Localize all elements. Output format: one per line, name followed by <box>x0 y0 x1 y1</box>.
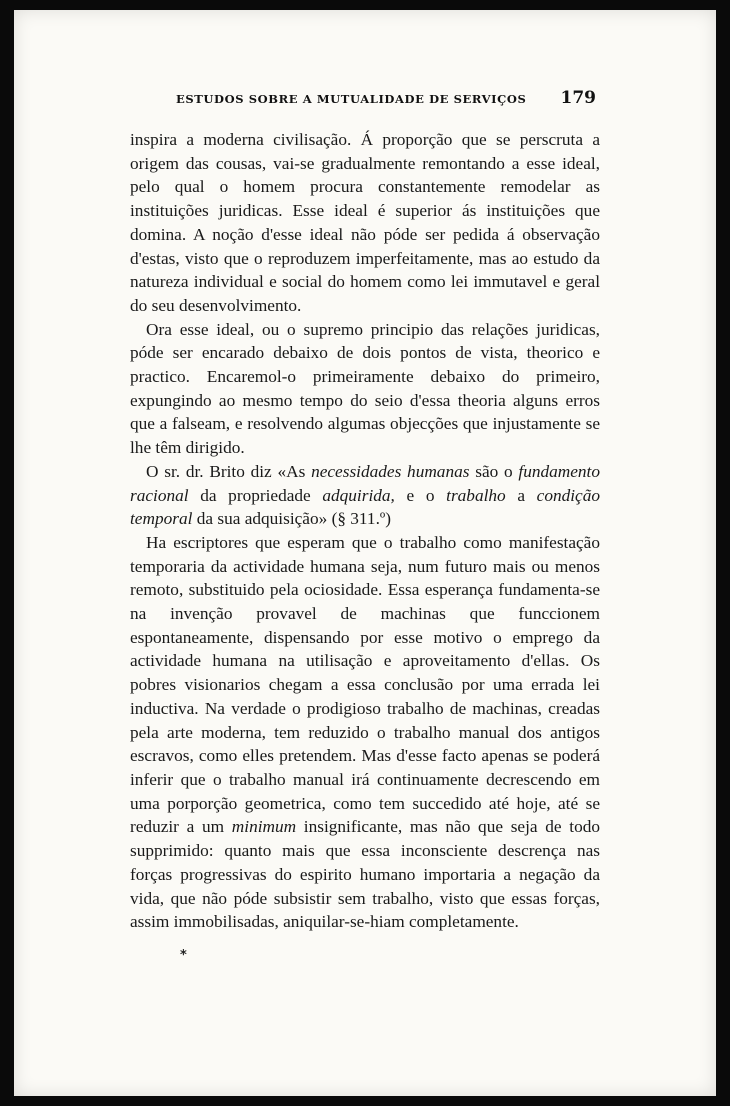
paragraph-4-end: insignificante, mas não que seja de todo supprimido: quanto mais que essa inconsciente descrença nas forças progressivas do espirito humano importaria a negação da vida, que não póde subsistir sem trabalho, visto que essas forças, assim immobilisadas, aniquilar-se-hiam completamente. <box>130 817 600 932</box>
minimum-italic: minimum <box>231 817 297 837</box>
quote-part: O sr. dr. Brito diz «As <box>146 461 312 481</box>
quote-part: e o <box>394 485 447 505</box>
paragraph-2: Ora esse ideal, ou o supremo principio das relações juridicas, póde ser encarado debaixo de dois pontos de vista, theorico e practico. Encaremol-o primeiramente debaixo do primeiro, expungindo ao mesmo tempo do seio d'essa theoria alguns erros que a falseam, e resolvendo algumas objecções que injustamente se lhe têm dirigido. <box>130 319 600 458</box>
quote-italic: necessidades humanas <box>311 461 470 481</box>
quote-part: da sua adquisição» (§ 311.º) <box>192 509 392 529</box>
quote-italic: fundamento racional <box>130 461 601 505</box>
paragraph-4-text: Ha escriptores que esperam que o trabalho como manifestação temporaria da actividade humana seja, num futuro mais ou menos remoto, substituido pela ociosidade. Essa esperança fundamenta-se na invenção provavel de machinas que funccionem espontaneamente, dispensando por esse motivo o emprego da actividade humana na utilisação e aproveitamento d'ellas. Os pobres visionarios chegam a essa conclusão por uma errada lei inductiva. Na verdade o prodigioso trabalho de machinas, creadas pela arte moderna, tem reduzido o trabalho manual dos antigos escravos, como elles pretendem. Mas d'esse facto apenas se poderá inferir que o trabalho manual irá continuamente decrescendo em uma porporção geometrica, como tem succedido até hoje, até se reduzir a um <box>130 532 600 837</box>
paragraph-3-quote <box>130 460 600 531</box>
paragraph-4 <box>130 531 600 934</box>
quote-part: da propriedade <box>188 485 323 505</box>
quote-part: são o <box>469 461 519 481</box>
footer-mark: * <box>180 948 187 963</box>
running-title: ESTUDOS SOBRE A MUTUALIDADE DE SERVIÇOS <box>176 92 527 106</box>
quote-part: a <box>505 485 537 505</box>
body-text <box>130 128 600 934</box>
quote-italic: trabalho <box>446 485 506 505</box>
quote-italic: condição temporal <box>130 485 601 529</box>
page-number: 179 <box>560 88 596 108</box>
paragraph-1: inspira a moderna civilisação. Á proporção que se perscruta a origem das cousas, vai-se gradualmente remontando a esse ideal, pelo qual o homem procura constantemente remodelar as instituições juridicas. Esse ideal é superior ás instituições que domina. A noção d'esse ideal não póde ser pedida á observação d'estas, visto que o reproduzem imperfeitamente, mas ao estudo da natureza individual e social do homem como lei immutavel e geral do seu desenvolvimento. <box>130 130 600 315</box>
page-header <box>176 88 596 112</box>
quote-italic: adquirida, <box>322 485 395 505</box>
book-page <box>14 10 716 1096</box>
